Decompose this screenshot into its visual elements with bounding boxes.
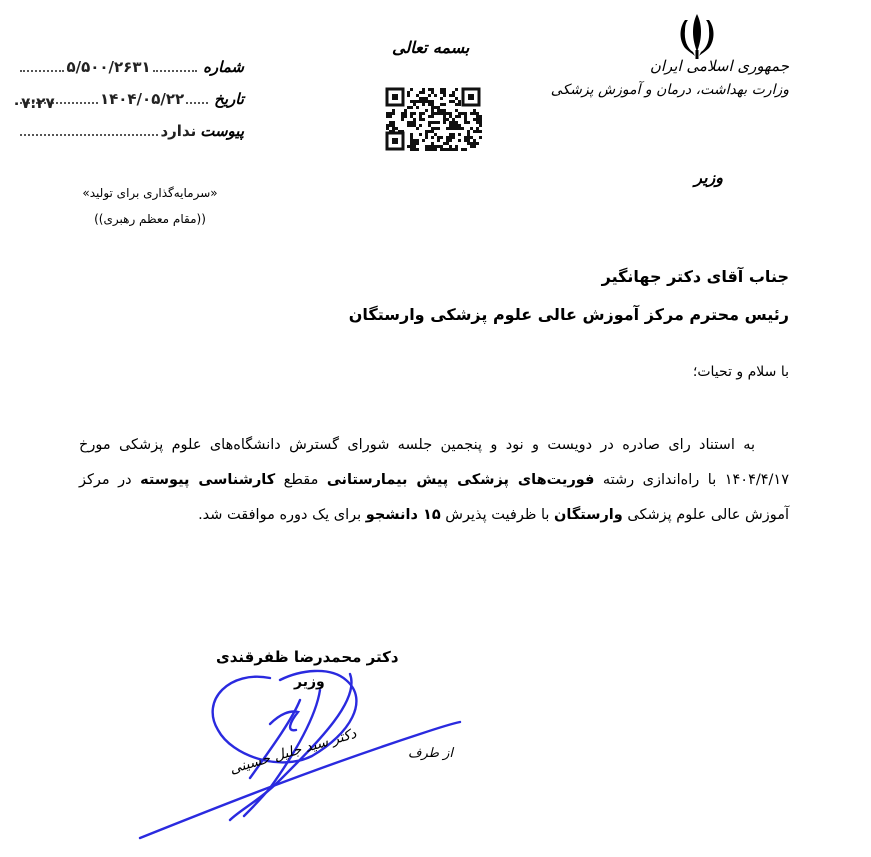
body-bold: فوریت‌های پزشکی پیش بیمارستانی — [326, 472, 595, 488]
ministry-country: جمهوری اسلامی ایران — [649, 57, 789, 75]
ministry-name: وزارت بهداشت، درمان و آموزش پزشکی — [550, 82, 789, 98]
recipient — [349, 258, 789, 334]
on-behalf-label: از طرف — [408, 746, 454, 761]
attachment-value: ندارد — [160, 122, 197, 140]
letter-number-row — [18, 58, 244, 76]
number-value: ۵/۵۰۰/۲۶۳۱ — [66, 58, 151, 76]
date-label: تاریخ — [214, 90, 244, 108]
iran-emblem-icon — [671, 12, 723, 60]
dotted-line — [153, 70, 197, 72]
ministry-block — [550, 54, 789, 102]
body-text: برای یک دوره موافقت شد. — [198, 507, 366, 523]
deputy-signature: دکتر سید جلیل حسینی — [228, 725, 359, 778]
letter-body — [79, 428, 789, 533]
body-text: با ظرفیت پذیرش — [440, 507, 555, 523]
signatory-title: وزیر — [294, 674, 325, 690]
basmala: بسمه تعالی — [392, 38, 470, 57]
greeting: با سلام و تحیات؛ — [692, 364, 789, 380]
body-bold: ۱۵ دانشجو — [365, 507, 441, 523]
time-value: ۰۷:۲۷ — [12, 94, 55, 112]
body-bold: کارشناسی پیوسته — [140, 472, 276, 488]
recipient-name: جناب آقای دکتر جهانگیر — [601, 267, 789, 286]
attachment-row — [18, 122, 244, 140]
body-text: به استناد رای صادره در دویست و نود و پنجمین جلسه شورای گسترش دانشگاه‌های علوم پزشکی مورخ ۱۴۰۴/۴/۱۷ با راه‌اندازی رشته — [79, 437, 789, 488]
recipient-position: رئیس محترم مرکز آموزش عالی علوم پزشکی وارستگان — [348, 305, 789, 324]
body-bold: وارستگان — [554, 507, 623, 523]
dotted-line — [20, 70, 64, 72]
slogan-text: «سرمایه‌گذاری برای تولید» — [82, 186, 218, 200]
dotted-line — [186, 102, 208, 104]
slogan-source: ((مقام معظم رهبری)) — [94, 212, 206, 226]
number-label: شماره — [203, 58, 244, 76]
date-value: ۱۴۰۴/۰۵/۲۲ — [99, 90, 185, 108]
body-text: مقطع — [275, 472, 327, 488]
attachment-label: پیوست — [200, 122, 244, 140]
body-text: در مرکز آموزش عالی علوم پزشکی — [79, 472, 789, 523]
dotted-line — [20, 134, 158, 136]
signatory-name: دکتر محمدرضا ظفرقندی — [216, 648, 399, 666]
minister-title: وزیر — [694, 168, 723, 187]
qr-code-icon — [384, 86, 482, 152]
body-paragraph — [79, 428, 789, 533]
slogan — [70, 180, 230, 232]
